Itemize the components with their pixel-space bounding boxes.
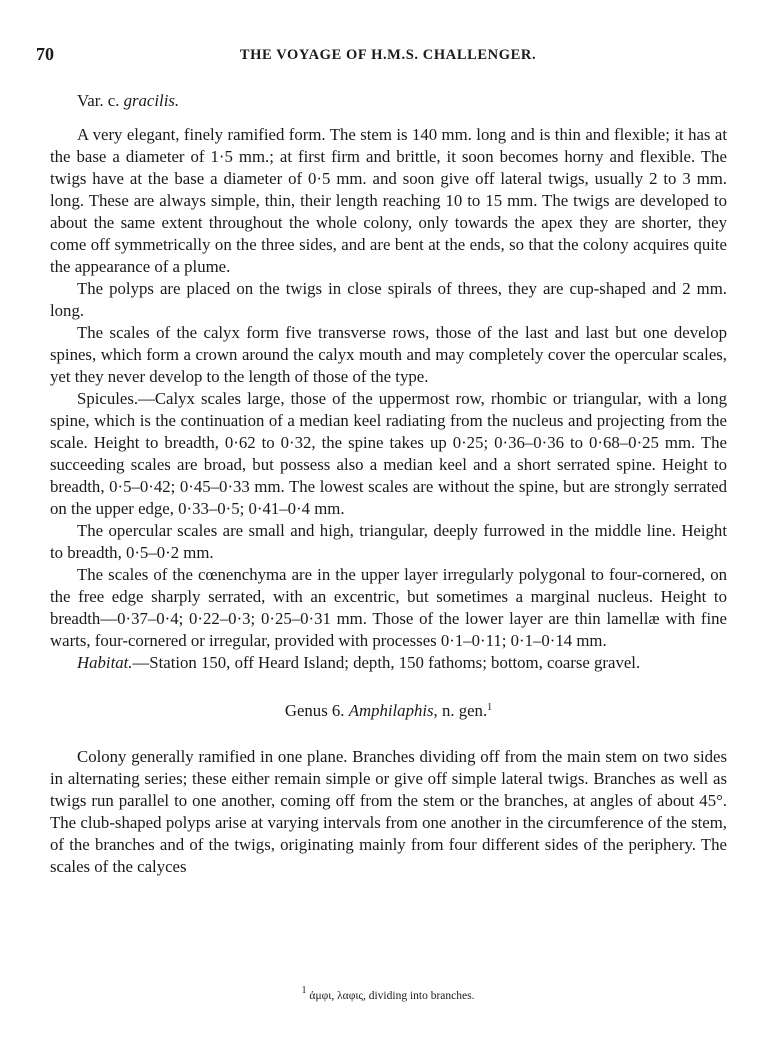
- footnote: [0, 985, 776, 1002]
- habitat-label: Habitat.: [77, 653, 133, 672]
- running-title: THE VOYAGE OF H.M.S. CHALLENGER.: [239, 47, 537, 63]
- paragraph-habitat: [50, 652, 727, 674]
- genus-name: Amphilaphis: [348, 701, 434, 720]
- variety-heading: [50, 90, 727, 112]
- paragraph-description: A very elegant, finely ramified form. The stem is 140 mm. long and is thin and flexible; it has at the base a diameter of 1·5 mm.; at first firm and brittle, it soon becomes horny and flexible. The twigs have at the base a diameter of 0·5 mm. and soon give off lateral twigs, usually 2 to 3 mm. long. These are always simple, thin, their length reaching 10 to 15 mm. The twigs are developed to about the same extent throughout the whole colony, only towards the apex they are shorter, they come off symmetrically on the three sides, and are bent at the ends, so that the colony acquires quite the appearance of a plume.: [50, 125, 727, 276]
- variety-name: gracilis.: [123, 91, 180, 110]
- paragraph-genus-description: Colony generally ramified in one plane. Branches dividing off from the main stem on two sides in alternating series; these either remain simple or give off simple lateral twigs. Branches as well as twigs run parallel to one another, coming off from the stem or the branches, at angles of about 45°. The club-shaped polyps arise at varying intervals from one another in the circumference of the stem, of the branches and of the twigs, originating mainly from four different sides of the periphery. The scales of the calyces: [50, 747, 727, 876]
- page-header: [36, 44, 740, 70]
- footnote-mark: 1: [301, 985, 307, 996]
- paragraph-spicules: Spicules.—Calyx scales large, those of the uppermost row, rhombic or triangular, with a long spine, which is the continuation of a median keel radiating from the nucleus and projecting from the scale. Height to breadth, 0·62 to 0·32, the spine takes up 0·25; 0·36–0·36 to 0·68–0·25 mm. The succeeding scales are broad, but possess also a median keel and a short serrated spine. Height to breadth, 0·5–0·42; 0·45–0·33 mm. The lowest scales are without the spine, but are strongly serrated on the upper edge, 0·33–0·5; 0·41–0·4 mm.: [50, 389, 727, 518]
- paragraph-calyx-scales: The scales of the calyx form five transverse rows, those of the last and last but one develop spines, which form a crown around the calyx mouth and may completely cover the opercular scales, yet they never develop to the length of those of the type.: [50, 323, 727, 386]
- paragraph-coenenchyma: The scales of the cœnenchyma are in the upper layer irregularly polygonal to four-cornered, on the free edge sharply serrated, with an excentric, but sometimes a marginal nucleus. Height to breadth—0·37–0·4; 0·22–0·3; 0·25–0·31 mm. Those of the lower layer are thin lamellæ with fine warts, four-cornered or irregular, provided with processes 0·1–0·11; 0·1–0·14 mm.: [50, 565, 727, 650]
- paragraph-opercular-scales: The opercular scales are small and high, triangular, deeply furrowed in the middle line. Height to breadth, 0·5–0·2 mm.: [50, 521, 727, 562]
- genus-suffix: , n. gen.: [433, 701, 488, 720]
- variety-prefix: Var. c.: [77, 91, 124, 110]
- genus-heading: [50, 700, 727, 722]
- habitat-text: —Station 150, off Heard Island; depth, 150 fathoms; bottom, coarse gravel.: [132, 653, 641, 672]
- page-number: 70: [36, 44, 54, 64]
- footnote-reference[interactable]: 1: [487, 702, 493, 713]
- paragraph-polyps: The polyps are placed on the twigs in close spirals of threes, they are cup-shaped and 2 mm. long.: [50, 279, 727, 320]
- body-text: [50, 90, 727, 878]
- genus-prefix: Genus 6.: [284, 701, 349, 720]
- footnote-text: ἀμφι, λαφις, dividing into branches.: [306, 990, 475, 1002]
